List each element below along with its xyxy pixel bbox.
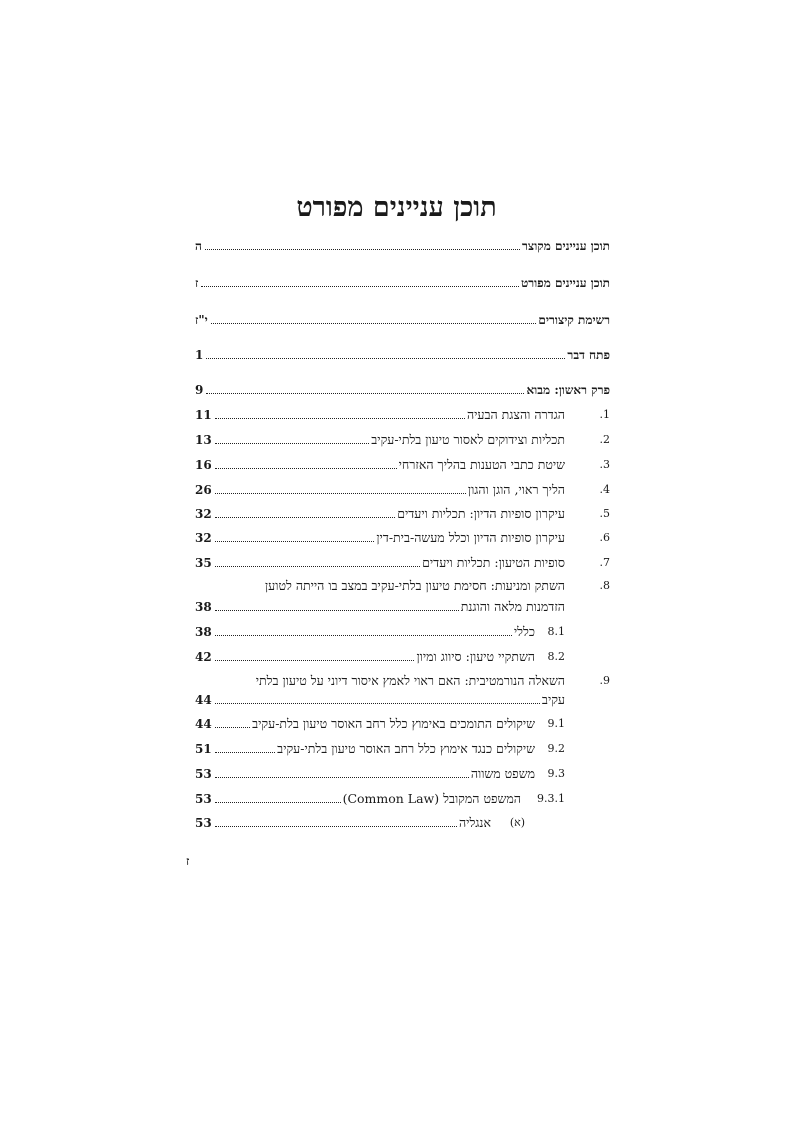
toc-page-number: 11: [195, 408, 212, 422]
dot-leader: [215, 777, 469, 778]
toc-entry-label: אנגליה: [458, 815, 491, 830]
toc-entry-label: רשימת קיצורים: [538, 313, 610, 327]
toc-page-number: ה: [195, 239, 202, 253]
toc-entry-number: 5.: [599, 507, 610, 520]
toc-entry-number: 9.: [599, 674, 610, 687]
toc-entry-1[interactable]: [195, 405, 610, 423]
toc-entry-number: 7.: [599, 556, 610, 569]
toc-entry-number: 9.1: [547, 717, 565, 730]
toc-entry-label: משפט משווה: [470, 766, 535, 781]
toc-entry-number: (א): [509, 816, 525, 829]
toc-entry-9-2[interactable]: [195, 739, 610, 757]
toc-entry-number: 3.: [599, 458, 610, 471]
toc-entry-number: 8.2: [547, 650, 565, 663]
dot-leader: [215, 566, 420, 567]
toc-entry-label: הגדרה והצגת הבעיה: [466, 407, 565, 422]
toc-page-number: 53: [195, 767, 212, 781]
toc-entry-8-1[interactable]: [195, 622, 610, 640]
toc-entry-label: המשפט המקובל (Common Law): [342, 791, 521, 806]
toc-entry-a[interactable]: [195, 813, 610, 831]
toc-entry-number: 6.: [599, 531, 610, 544]
toc-entry-label: עיקרון סופיות הדיון וכלל מעשה-בית-דין: [376, 530, 565, 545]
toc-entry-label: שיקולים התומכים באימוץ כלל רחב האוסר טיעון בלת-עקיב: [252, 716, 535, 731]
toc-entry-label: פרק ראשון: מבוא: [526, 383, 610, 397]
toc-entry-label: סופיות הטיעון: תכליות ויעדים: [422, 555, 565, 570]
toc-entry-9-line1[interactable]: [195, 671, 610, 689]
toc-entry-6[interactable]: [195, 528, 610, 546]
toc-entry-2[interactable]: [195, 430, 610, 448]
toc-entry-short-toc[interactable]: [195, 236, 610, 254]
toc-page-number: 38: [195, 625, 212, 639]
toc-page-number: 13: [195, 433, 212, 447]
dot-leader: [215, 660, 415, 661]
dot-leader: [215, 468, 397, 469]
toc-entry-number: 9.2: [547, 742, 565, 755]
toc-page-number: 51: [195, 742, 212, 756]
dot-leader: [215, 517, 395, 518]
toc-entry-label: שיקולים כנגד אימוץ כלל רחב האוסר טיעון בלתי-עקיב: [277, 741, 535, 756]
dot-leader: [206, 393, 524, 394]
toc-entry-label: תכליות וצידוקים לאסור טיעון בלתי-עקיב: [371, 432, 565, 447]
toc-entry-9-3[interactable]: [195, 764, 610, 782]
toc-page-number: 44: [195, 693, 212, 707]
toc-entry-label: כללי: [513, 624, 535, 639]
toc-entry-abbreviations[interactable]: [195, 310, 610, 328]
toc-entry-number: 9.3: [547, 767, 565, 780]
dot-leader: [215, 826, 457, 827]
dot-leader: [215, 703, 540, 704]
toc-entry-part-one[interactable]: [195, 380, 610, 398]
toc-page-number: 44: [195, 717, 212, 731]
toc-entry-8-line1[interactable]: [195, 576, 610, 594]
toc-page-number: י"ז: [195, 313, 208, 327]
toc-page-number: ז: [195, 276, 199, 290]
toc-entry-label: פתח דבר: [567, 348, 610, 362]
toc-entry-preface[interactable]: [195, 345, 610, 363]
toc-entry-label: עיקרון סופיות הדיון: תכליות ויעדים: [397, 506, 565, 521]
toc-entry-label: תוכן עניינים מקוצר: [522, 239, 610, 253]
dot-leader: [215, 418, 465, 419]
toc-page-number: 53: [195, 792, 212, 806]
dot-leader: [211, 323, 537, 324]
dot-leader: [215, 727, 250, 728]
toc-entry-number: 4.: [599, 483, 610, 496]
toc-page-number: 9: [195, 383, 204, 397]
dot-leader: [215, 635, 512, 636]
page-title: תוכן עניינים מפורט: [296, 192, 497, 223]
toc-page-number: 53: [195, 816, 212, 830]
toc-entry-5[interactable]: [195, 504, 610, 522]
toc-page-number: 1: [195, 348, 204, 362]
toc-page-number: 32: [195, 507, 212, 521]
dot-leader: [201, 286, 519, 287]
dot-leader: [215, 493, 466, 494]
toc-entry-9-3-1[interactable]: [195, 789, 610, 807]
toc-entry-number: 8.: [599, 579, 610, 592]
toc-page-number: 42: [195, 650, 212, 664]
page-number: ז: [186, 854, 190, 868]
dot-leader: [206, 358, 565, 359]
toc-entry-7[interactable]: [195, 553, 610, 571]
toc-entry-3[interactable]: [195, 455, 610, 473]
dot-leader: [215, 752, 275, 753]
toc-entry-8-2[interactable]: [195, 647, 610, 665]
toc-page-number: 26: [195, 483, 212, 497]
toc-entry-label: השאלה הנורמטיבית: האם ראוי לאמץ איסור דיוני על טיעון בלתי: [255, 673, 565, 688]
toc-entry-label: תוכן עניינים מפורט: [520, 276, 610, 290]
toc-entry-label: עקיב: [541, 692, 565, 707]
dot-leader: [215, 443, 370, 444]
dot-leader: [215, 541, 375, 542]
dot-leader: [205, 249, 520, 250]
toc-entry-label: הליך ראוי, הוגן והגון: [467, 482, 565, 497]
toc-page-number: 35: [195, 556, 212, 570]
toc-entry-number: 8.1: [547, 625, 565, 638]
toc-entry-detailed-toc[interactable]: [195, 273, 610, 291]
toc-entry-label: הזדמנות מלאה והוגנת: [460, 599, 565, 614]
toc-entry-8-line2[interactable]: [195, 597, 610, 615]
toc-entry-label: השתק ומניעות: חסימת טיעון בלתי-עקיב במצב בו הייתה לטוען: [264, 578, 565, 593]
toc-entry-4[interactable]: [195, 480, 610, 498]
toc-page-number: 38: [195, 600, 212, 614]
toc-entry-9-line2[interactable]: [195, 690, 610, 708]
toc-entry-label: שיטת כתבי הטענות בהליך האזרחי: [398, 457, 565, 472]
toc-page-number: 16: [195, 458, 212, 472]
toc-entry-number: 9.3.1: [537, 792, 565, 805]
toc-entry-number: 2.: [599, 433, 610, 446]
toc-entry-label: השתקיי טיעון: סיווג ומיון: [416, 649, 535, 664]
dot-leader: [215, 610, 459, 611]
toc-page-number: 32: [195, 531, 212, 545]
toc-entry-number: 1.: [599, 408, 610, 421]
toc-entry-9-1[interactable]: [195, 714, 610, 732]
dot-leader: [215, 802, 341, 803]
